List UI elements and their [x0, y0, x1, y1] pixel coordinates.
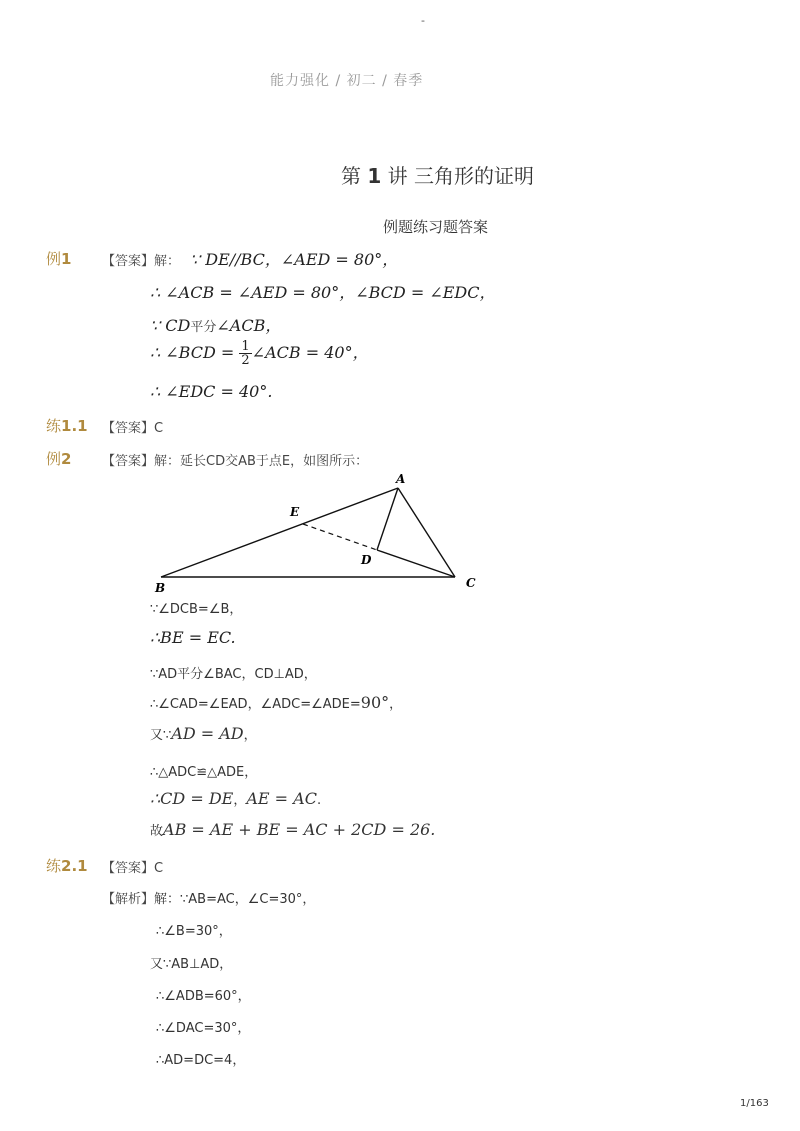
example-1-line-5: ∴ ∠EDC = 40°.: [150, 382, 273, 401]
title-number: 1: [367, 164, 382, 188]
segment-dc: [377, 550, 455, 577]
page-header: 能力强化 / 初二 / 春季: [270, 73, 424, 89]
example-2-step-1: ∵∠DCB=∠B，: [150, 602, 243, 617]
title-text: 讲 三角形的证明: [387, 164, 534, 188]
fraction-denominator: 2: [241, 353, 250, 368]
segment-ac: [398, 488, 455, 577]
page-number: 1/163: [740, 1098, 769, 1109]
line-3-math-b: ∠ACB，: [216, 316, 282, 335]
example-2-step-3: ∵AD平分∠BAC，CD⊥AD，: [150, 667, 317, 682]
analysis-line-3: 又∵AB⊥AD，: [150, 957, 233, 972]
step-7-math-a: ∴CD = DE: [150, 789, 234, 808]
line-3-text: 平分: [190, 320, 217, 335]
example-2-step-4: [150, 693, 402, 712]
step-5-math: AD = AD: [171, 724, 244, 743]
label-number: 1.1: [61, 417, 88, 435]
answer-value: C: [154, 861, 164, 876]
step-7-sep: ，: [233, 793, 247, 808]
point-b-label: B: [155, 581, 166, 595]
title-prefix: 第: [341, 164, 361, 188]
example-2-step-2: ∴BE = EC.: [150, 628, 236, 647]
line-4-pre: ∴ ∠BCD =: [150, 343, 235, 362]
point-a-label: A: [396, 472, 406, 486]
intro-text: 解：延长CD交AB于点E，如图所示：: [154, 454, 369, 469]
point-c-label: C: [466, 576, 476, 590]
fraction-numerator: 1: [241, 339, 250, 354]
step-8-pre: 故: [150, 824, 164, 839]
example-1-line-1: ∵ DE//BC，∠AED = 80°，: [190, 250, 399, 269]
label-prefix: 例: [46, 250, 62, 268]
step-5-pre: 又∵: [150, 728, 172, 743]
label-prefix: 练: [46, 417, 62, 435]
analysis-line-5: ∴∠DAC=30°，: [156, 1021, 251, 1036]
step-4-pre: ∴∠CAD=∠EAD，∠ADC=∠ADE=: [150, 697, 361, 712]
answer-tag: 【答案】: [102, 861, 155, 876]
analysis-tag: 【解析】: [102, 892, 155, 907]
label-prefix: 练: [46, 857, 62, 875]
point-e-label: E: [290, 505, 300, 519]
section-subtitle: 例题练习题答案: [383, 218, 489, 236]
example-2-step-5: [150, 724, 257, 743]
step-8-math: AB = AE + BE = AC + 2CD = 26.: [163, 820, 436, 839]
step-4-math: 90°: [360, 693, 390, 712]
step-4-post: ，: [389, 697, 403, 712]
analysis-line-2: ∴∠B=30°，: [156, 924, 232, 939]
line-4-post: ∠ACB = 40°，: [251, 343, 369, 362]
example-2-step-7: [150, 789, 321, 808]
answer-value: C: [154, 421, 164, 436]
answer-tag: 【答案】: [102, 454, 155, 469]
label-number: 1: [61, 250, 72, 268]
answer-tag: 【答案】: [102, 421, 155, 436]
analysis-line-4: ∴∠ADB=60°，: [156, 989, 251, 1004]
practice-2-1-answer: [102, 857, 163, 876]
step-7-math-b: AE = AC: [246, 789, 317, 808]
example-1-answer-tag: 【答案】解：: [102, 254, 181, 269]
example-2-step-8: [150, 820, 435, 839]
example-1-line-2: ∴ ∠ACB = ∠AED = 80°，∠BCD = ∠EDC，: [150, 283, 496, 302]
segment-ad: [377, 488, 398, 550]
step-7-post: .: [316, 793, 322, 808]
label-number: 2.1: [61, 857, 88, 875]
label-number: 2: [61, 450, 72, 468]
practice-2-1-analysis: [102, 888, 315, 907]
line-3-math-a: ∵ CD: [150, 316, 191, 335]
practice-2-1-label: [46, 855, 88, 876]
top-mark: -: [421, 14, 425, 27]
example-2-step-6: ∴△ADC≌△ADE，: [150, 765, 258, 780]
analysis-line-1: 解：∵AB=AC，∠C=30°，: [154, 892, 316, 907]
point-d-label: D: [361, 553, 372, 567]
label-prefix: 例: [46, 450, 62, 468]
segment-ed-dashed: [303, 524, 377, 550]
step-5-post: ，: [243, 728, 257, 743]
analysis-line-6: ∴AD=DC=4，: [156, 1053, 246, 1068]
